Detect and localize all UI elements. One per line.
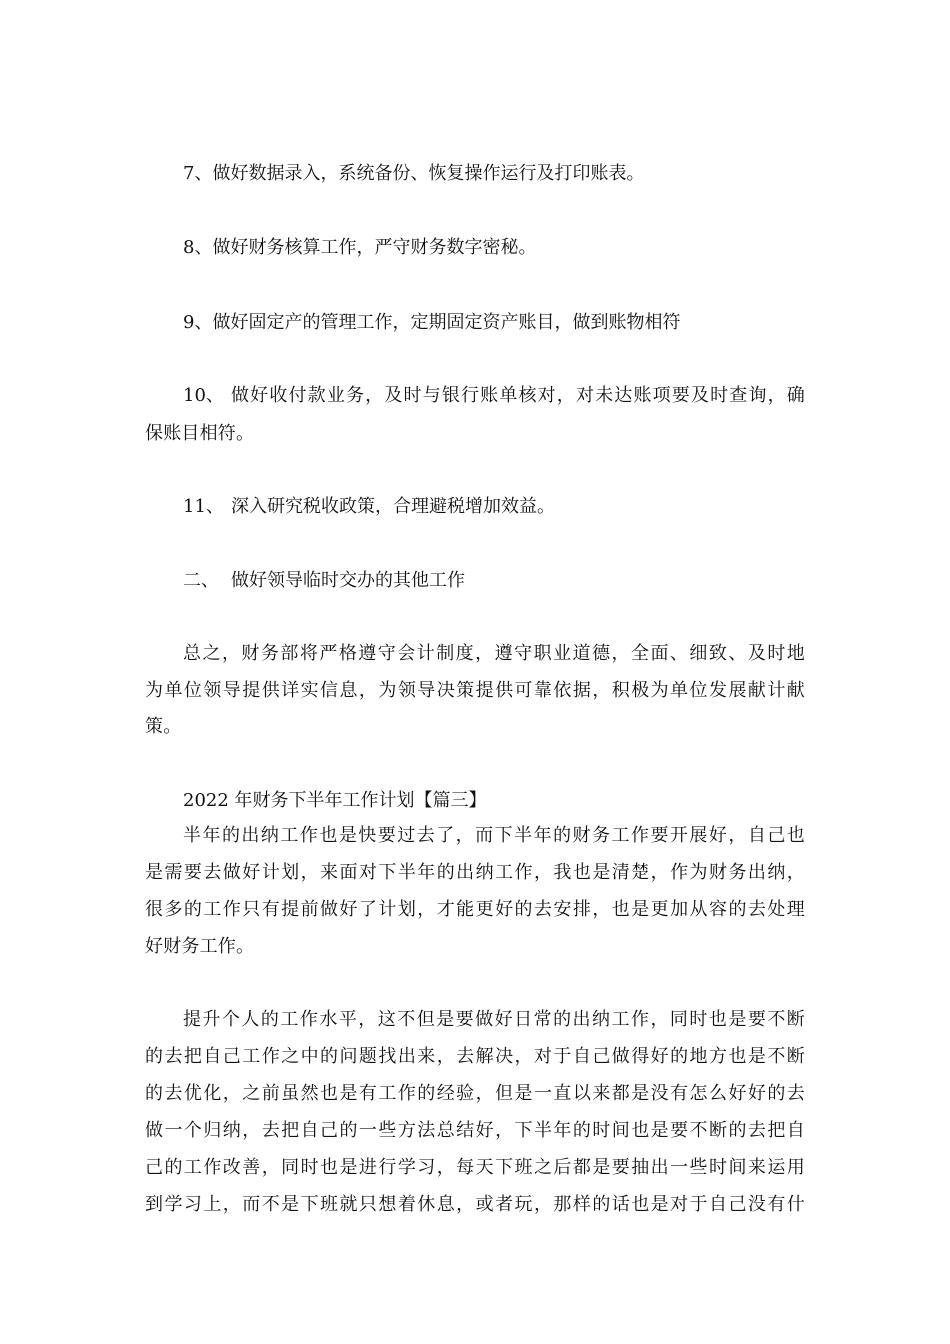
para2-line-3: 的去优化，之前虽然也是有工作的经验，但是一直以来都是没有怎么好好的去: [145, 1083, 805, 1104]
para1-line-3: 很多的工作只有提前做好了计划，才能更好的去安排，也是更加从容的去处理: [145, 899, 805, 920]
plan-title: 2022 年财务下半年工作计划【篇三】: [183, 790, 487, 811]
list-item-11-text: 深入研究税收政策，合理避税增加效益。: [231, 496, 555, 517]
para2-line-5: 己的工作改善，同时也是进行学习，每天下班之后都是要抽出一些时间来运用: [145, 1157, 805, 1178]
para2-line-4: 做一个归纳，去把自己的一些方法总结好，下半年的时间也是要不断的去把自: [145, 1120, 805, 1141]
section-two-number: 二、: [183, 570, 219, 591]
section-two-heading: 做好领导临时交办的其他工作: [231, 570, 465, 591]
para2-line-6: 到学习上，而不是下班就只想着休息，或者玩，那样的话也是对于自己没有什: [145, 1194, 805, 1215]
list-item-11-number: 11、: [183, 496, 224, 517]
summary-line-1: 总之，财务部将严格遵守会计制度，遵守职业道德，全面、细致、及时地: [183, 643, 805, 664]
list-item-8: 8、做好财务核算工作，严守财务数字密秘。: [183, 237, 537, 258]
list-item-9: 9、做好固定产的管理工作，定期固定资产账目，做到账物相符: [183, 312, 681, 333]
para1-line-1: 半年的出纳工作也是快要过去了，而下半年的财务工作要开展好，自己也: [183, 825, 805, 846]
list-item-10-continuation: 保账目相符。: [145, 423, 255, 444]
para1-line-2: 是需要去做好计划，来面对下半年的出纳工作，我也是清楚，作为财务出纳，: [145, 862, 805, 883]
summary-line-2: 为单位领导提供详实信息，为领导决策提供可靠依据，积极为单位发展献计献: [145, 680, 805, 701]
list-item-10-text: 做好收付款业务，及时与银行账单核对，对未达账项要及时查询，确: [231, 385, 805, 406]
para2-line-1: 提升个人的工作水平，这不但是要做好日常的出纳工作，同时也是要不断: [183, 1009, 805, 1030]
para1-line-4: 好财务工作。: [145, 936, 255, 957]
para2-line-2: 的去把自己工作之中的问题找出来，去解决，对于自己做得好的地方也是不断: [145, 1046, 805, 1067]
list-item-10-number: 10、: [183, 385, 224, 406]
summary-line-3: 策。: [145, 716, 182, 737]
list-item-7: 7、做好数据录入，系统备份、恢复操作运行及打印账表。: [183, 163, 645, 184]
